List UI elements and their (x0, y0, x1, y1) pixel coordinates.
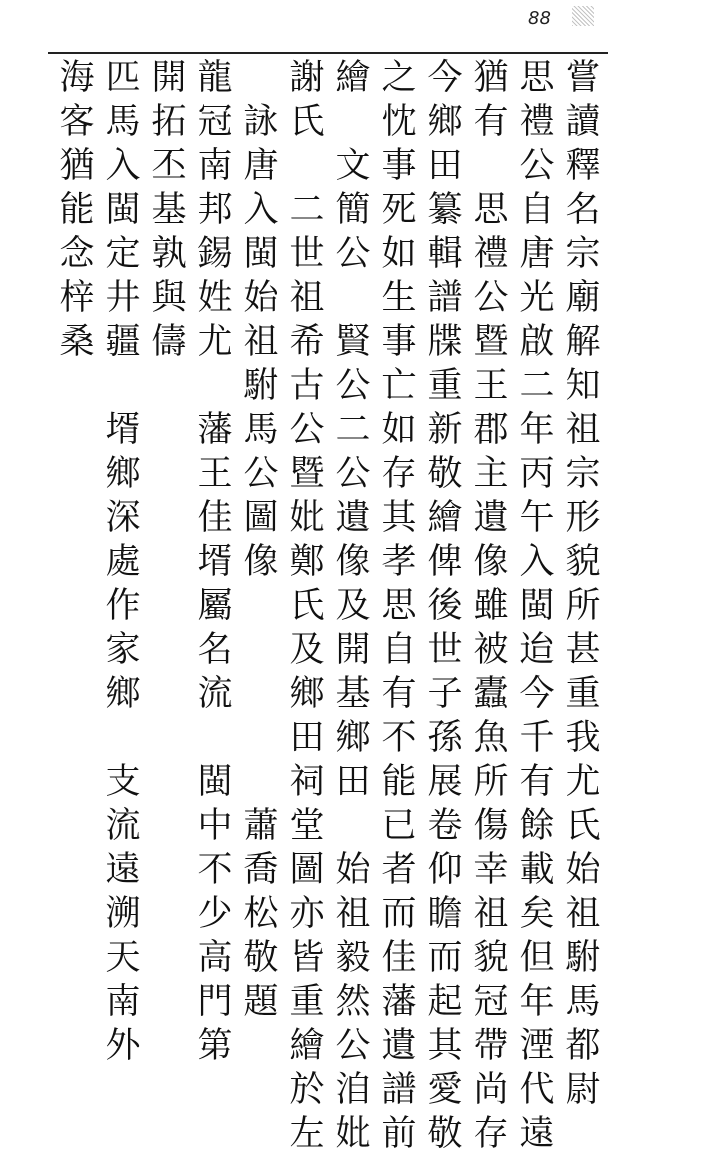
text-column-5: 之忱事死如生事亡如存其孝思自有不能已者而佳藩遺譜前 (376, 58, 416, 1158)
text-column-11: 匹馬入閩定井疆 壻鄉深處作家鄉 支流遠溯天南外 (100, 58, 140, 1070)
text-column-3: 猶有 思禮公暨王郡主遺像雖被蠹魚所傷幸祖貌冠帶尚存 (468, 58, 508, 1158)
text-column-6: 繪 文簡公 賢公二公遺像及開基鄉田 始祖毅然公洎妣 (330, 58, 370, 1158)
text-block (52, 58, 612, 1158)
text-column-1: 嘗讀釋名宗廟解知祖宗形貌所甚重我尤氏始祖駙馬都尉 (560, 58, 600, 1114)
page-number: 88 (528, 8, 551, 29)
text-column-7: 謝氏 二世祖希古公暨妣鄭氏及鄉田祠堂圖亦皆重繪於左 (284, 58, 324, 1158)
text-column-9: 龍冠南邦錫姓尤 藩王佳壻屬名流 閩中不少高門第 (192, 58, 232, 1070)
top-rule (48, 52, 608, 54)
text-column-12: 海客猶能念梓桑 (54, 58, 94, 366)
text-column-10: 開拓丕基孰與儔 (146, 58, 186, 366)
text-column-8: 詠唐入閩始祖駙馬公圖像 蕭喬松敬題 (238, 58, 278, 1026)
margin-smudge (572, 6, 594, 26)
text-column-4: 今鄉田纂輯譜牒重新敬繪俾後世子孫展卷仰瞻而起其愛敬 (422, 58, 462, 1158)
text-column-2: 思禮公自唐光啟二年丙午入閩迨今千有餘載矣但年湮代遠 (514, 58, 554, 1158)
